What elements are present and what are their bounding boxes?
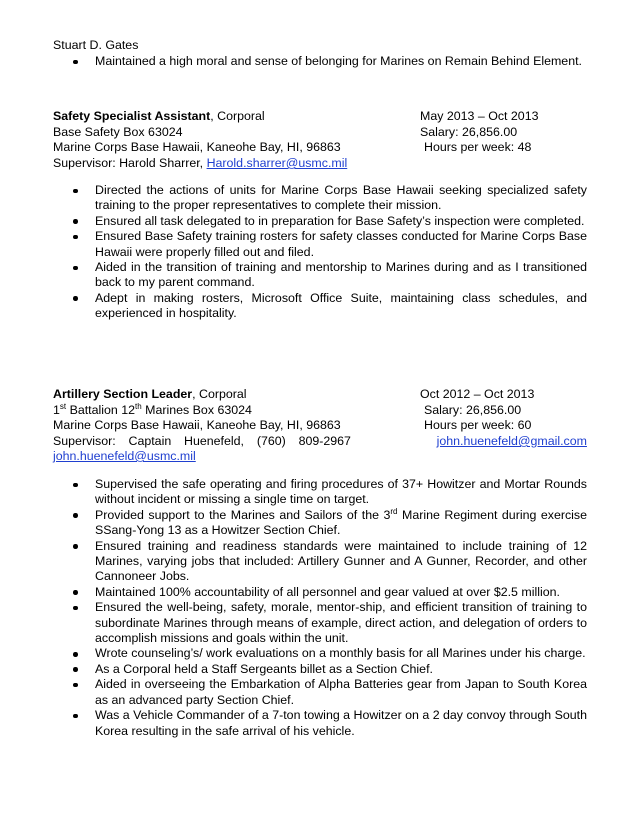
spacer (364, 434, 424, 449)
list-item: Supervised the safe operating and firing procedures of 37+ Howitzer and Mortar Rounds without incident or missing a single time on target. (53, 477, 587, 508)
job1-supervisor-email-link[interactable]: Harold.sharrer@usmc.mil (206, 156, 348, 170)
job1-salary: Salary: 26,856.00 (420, 125, 518, 139)
job1-supervisor (53, 156, 347, 171)
job2-address1 (53, 403, 252, 418)
list-item: Ensured the well-being, safety, morale, mentor-ship, and efficient transition of training to subordinate Marines through means of example, direct action, and delegation of orders to accomplish missions and goals within the unit. (53, 600, 587, 646)
job2-heading (53, 387, 247, 402)
job1-rank: , Corporal (210, 109, 265, 123)
list-item: Aided in overseeing the Embarkation of Alpha Batteries gear from Japan to South Korea as an advanced party Section Chief. (53, 677, 587, 708)
job2-supervisor-word: Huenefeld, (184, 434, 244, 448)
job2-address1-part: Battalion 12 (66, 403, 136, 417)
header-name: Stuart D. Gates (53, 38, 139, 52)
job2-hours: Hours per week: 60 (424, 418, 532, 432)
list-item: Aided in the transition of training and mentorship to Marines during and as I transitioned back to my parent command. (53, 260, 587, 291)
list-item: Ensured Base Safety training rosters for safety classes conducted for Marine Corps Base Hawaii were properly filled out and filed. (53, 229, 587, 260)
job2-address1-sup: st (59, 402, 67, 411)
job2-address2: Marine Corps Base Hawaii, Kaneohe Bay, HI, 96863 (53, 418, 341, 432)
list-item (53, 508, 587, 539)
list-item-sup: rd (390, 506, 398, 516)
list-item: Wrote counseling’s/ work evaluations on a monthly basis for all Marines under his charge. (53, 646, 587, 661)
job2-supervisor-word: (760) (256, 434, 286, 448)
job2-supervisor-usmc-link[interactable]: john.huenefeld@usmc.mil (53, 449, 196, 463)
list-item: As a Corporal held a Staff Sergeants billet as a Section Chief. (53, 662, 587, 677)
job1-supervisor-label: Supervisor: Harold Sharrer, (53, 156, 207, 170)
list-item: Was a Vehicle Commander of a 7-ton towing a Howitzer on a 2 day convoy through South Korea resulting in the safe arrival of his vehicle. (53, 708, 587, 739)
list-item: Directed the actions of units for Marine Corps Base Hawaii seeking specialized safety training to the proper representatives to complete their mission. (53, 183, 587, 214)
list-item: Maintained a high moral and sense of belonging for Marines on Remain Behind Element. (53, 54, 587, 69)
list-item: Ensured all task delegated to in preparation for Base Safety’s inspection were completed. (53, 214, 587, 229)
list-item: Maintained 100% accountability of all personnel and gear valued at over $2.5 million. (53, 585, 587, 600)
job2-supervisor-email-line (53, 449, 196, 464)
job1-heading (53, 109, 265, 124)
job2-salary: Salary: 26,856.00 (424, 403, 522, 417)
job2-supervisor-gmail-link[interactable]: john.huenefeld@gmail.com (436, 434, 587, 448)
job2-title: Artillery Section Leader (53, 387, 193, 401)
job1-title: Safety Specialist Assistant (53, 109, 211, 123)
job2-dates: Oct 2012 – Oct 2013 (420, 387, 535, 401)
list-item-text: Provided support to the Marines and Sailors of the 3 (95, 507, 391, 522)
job1-address2: Marine Corps Base Hawaii, Kaneohe Bay, HI, 96863 (53, 140, 341, 154)
job1-hours: Hours per week: 48 (424, 140, 532, 154)
list-item: Adept in making rosters, Microsoft Office Suite, maintaining class schedules, and experienced in hospitality. (53, 291, 587, 322)
job2-supervisor (53, 434, 587, 449)
job2-address1-part: Marines Box 63024 (141, 403, 252, 417)
job1-bullet-list (53, 183, 587, 322)
job2-bullet-list (53, 477, 587, 739)
job2-supervisor-word: Supervisor: (53, 434, 116, 448)
job2-supervisor-word: Captain (128, 434, 172, 448)
job2-address1-part: 1 (53, 403, 60, 417)
list-item: Ensured training and readiness standards were maintained to include training of 12 Marines, varying jobs that included: Artillery Gunner and A Gunner, Recorder, and other Cannoneer Jobs. (53, 539, 587, 585)
job2-supervisor-word: 809-2967 (298, 434, 351, 448)
top-bullet-list (53, 54, 587, 69)
job2-rank: , Corporal (192, 387, 247, 401)
job1-dates: May 2013 – Oct 2013 (420, 109, 539, 123)
job1-address1: Base Safety Box 63024 (53, 125, 183, 139)
job2-address1-sup: th (135, 402, 142, 411)
list-item-text: Marine Regiment during exercise SSang-Yong 13 as a Howitzer Section Chief. (95, 507, 587, 538)
